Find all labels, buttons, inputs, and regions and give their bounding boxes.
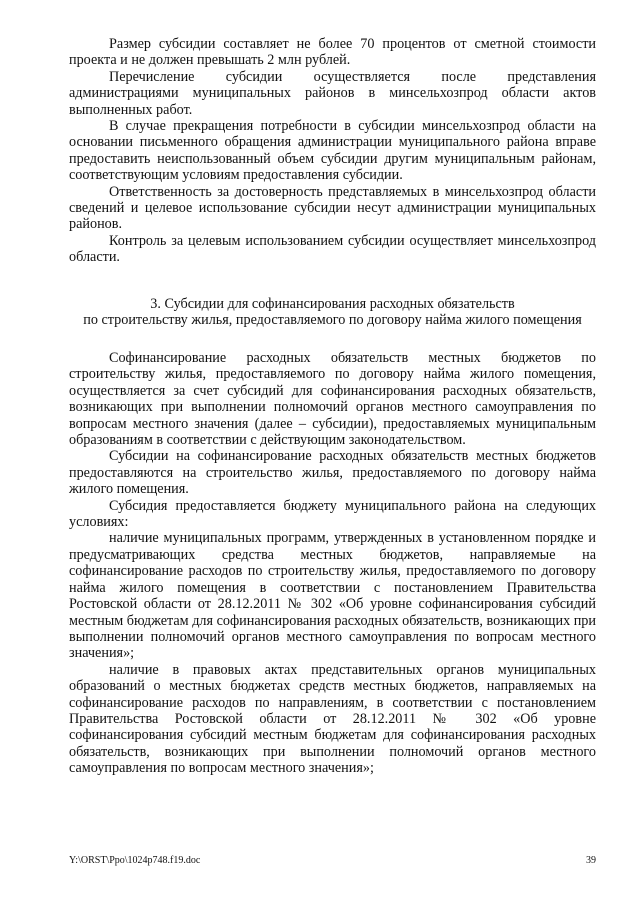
intro-text-block (69, 36, 596, 266)
paragraph-responsibility: Ответственность за достоверность представляемых в минсельхозпрод области сведений и целевое использование субсидии несут администрации муниципальных районов. (69, 183, 596, 233)
paragraph-cofinancing: Софинансирование расходных обязательств местных бюджетов по строительству жилья, предоставляемого по договору найма жилого помещения, осуществляется за счет субсидий для софинансирования расходных обязательств, возникающих при выполнении полномочий органов местного самоуправления по вопросам местного значения (далее – субсидии), предоставляемых муниципальным образованиям в соответствии с действующим законодательством. (69, 350, 596, 449)
section-text-block (69, 350, 596, 777)
paragraph-control: Контроль за целевым использованием субсидии осуществляет минсельхозпрод области. (69, 232, 596, 266)
page-number: 39 (586, 855, 596, 866)
paragraph-subsidy-purpose: Субсидии на софинансирование расходных обязательств местных бюджетов предоставляются на строительство жилья, предоставляемого по договору найма жилого помещения. (69, 448, 596, 498)
paragraph-subsidy-conditions: Субсидия предоставляется бюджету муниципального района на следующих условиях: (69, 497, 596, 531)
section-heading (69, 296, 596, 329)
section-heading-line-2: по строительству жилья, предоставляемого по договору найма жилого помещения (83, 312, 582, 329)
footer-file-path: Y:\ORST\Ppo\1024p748.f19.doc (69, 855, 201, 866)
paragraph-condition-programs: наличие муниципальных программ, утвержденных в установленном порядке и предусматривающих средства местных бюджетов, направляемые на софинансирование расходов по строительству жилья, предоставляемого по договору найма жилого помещения в соответствии с постановлением Правительства Ростовской области от 28.12.2011 № 302 «Об уровне софинансирования субсидий местным бюджетам для софинансирования расходных обязательств, возникающих при выполнении полномочий органов местного самоуправления по вопросам местного значения»; (69, 530, 596, 662)
paragraph-condition-legal-acts: наличие в правовых актах представительных органов муниципальных образований о местных бюджетах средств местных бюджетов, направляемых на софинансирование расходов по направлениям, в соответствии с постановлением Правительства Ростовской области от 28.12.2011 № 302 «Об уровне софинансирования субсидий местным бюджетам для софинансирования расходных обязательств, возникающих при выполнении полномочий органов местного самоуправления по вопросам местного значения»; (69, 661, 596, 777)
paragraph-subsidy-reallocation: В случае прекращения потребности в субсидии минсельхозпрод области на основании письменного обращения администрации муниципального района вправе предоставить неиспользованный объем субсидии другим муниципальным районам, соответствующим условиям предоставления субсидии. (69, 118, 596, 184)
paragraph-subsidy-transfer: Перечисление субсидии осуществляется после представления администрациями муниципальных районов в минсельхозпрод области актов выполненных работ. (69, 68, 596, 118)
paragraph-subsidy-amount: Размер субсидии составляет не более 70 процентов от сметной стоимости проекта и не должен превышать 2 млн рублей. (69, 36, 596, 69)
section-heading-line-1: 3. Субсидии для софинансирования расходных обязательств (150, 296, 515, 312)
